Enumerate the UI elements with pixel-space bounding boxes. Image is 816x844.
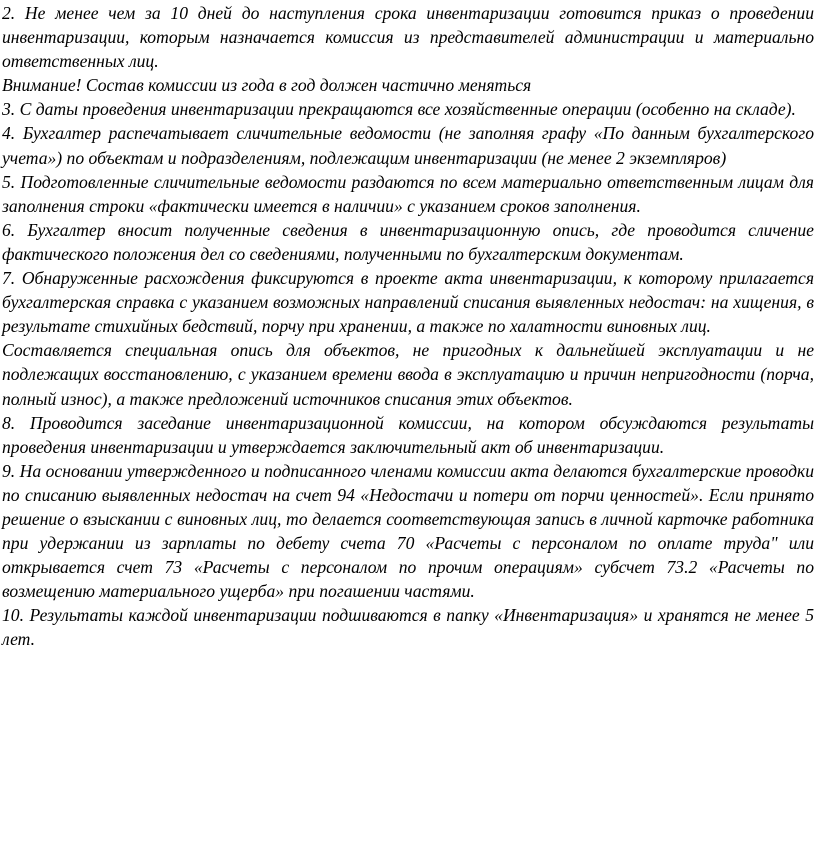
paragraph-step-9: 9. На основании утвержденного и подписанного членами комиссии акта делаются бухгалтерские проводки по списанию выявленных недостач на счет 94 «Недостачи и потери от порчи ценностей». Если принято решение о взыскании с виновных лиц, то делается соответствующая запись в личной карточке работника при удержании из зарплаты по дебету счета 70 «Расчеты с персоналом по оплате труда" или открывается счет 73 «Расчеты с персоналом по прочим операциям» субсчет 73.2 «Расчеты по возмещению материального ущерба» при погашении частями. xyxy=(2,460,814,602)
paragraph-step-7: 7. Обнаруженные расхождения фиксируются в проекте акта инвентаризации, к которому прилагается бухгалтерская справка с указанием возможных направлений списания выявленных недостач: на хищения, в результате стихийных бедствий, порчу при хранении, а также по халатности виновных лиц. xyxy=(2,268,814,337)
paragraph-special-inventory: Составляется специальная опись для объектов, не пригодных к дальнейшей эксплуатации и не подлежащих восстановлению, с указанием времени ввода в эксплуатацию и причин непригодности (порча, полный износ), а также предложений источников списания этих объектов. xyxy=(2,340,814,409)
paragraph-step-6: 6. Бухгалтер вносит полученные сведения в инвентаризационную опись, где проводится сличение фактического положения дел со сведениями, полученными по бухгалтерским документам. xyxy=(2,219,814,264)
paragraph-step-5: 5. Подготовленные сличительные ведомости раздаются по всем материально ответственным лицам для заполнения строки «фактически имеется в наличии» с указанием сроков заполнения. xyxy=(2,171,814,216)
paragraph-step-8: 8. Проводится заседание инвентаризационной комиссии, на котором обсуждаются результаты проведения инвентаризации и утверждается заключительный акт об инвентаризации. xyxy=(2,412,814,457)
paragraph-step-10: 10. Результаты каждой инвентаризации подшиваются в папку «Инвентаризация» и хранятся не менее 5 лет. xyxy=(2,605,814,650)
paragraph-attention-note: Внимание! Состав комиссии из года в год должен частично меняться xyxy=(2,75,532,96)
paragraph-step-3: 3. С даты проведения инвентаризации прекращаются все хозяйственные операции (особенно на складе). xyxy=(2,99,796,120)
paragraph-step-4: 4. Бухгалтер распечатывает сличительные ведомости (не заполняя графу «По данным бухгалтерского учета») по объектам и подразделениям, подлежащим инвентаризации (не менее 2 экземпляров) xyxy=(2,123,814,168)
paragraph-step-2: 2. Не менее чем за 10 дней до наступления срока инвентаризации готовится приказ о проведении инвентаризации, которым назначается комиссия из представителей администрации и материально ответственных лиц. xyxy=(2,3,814,72)
